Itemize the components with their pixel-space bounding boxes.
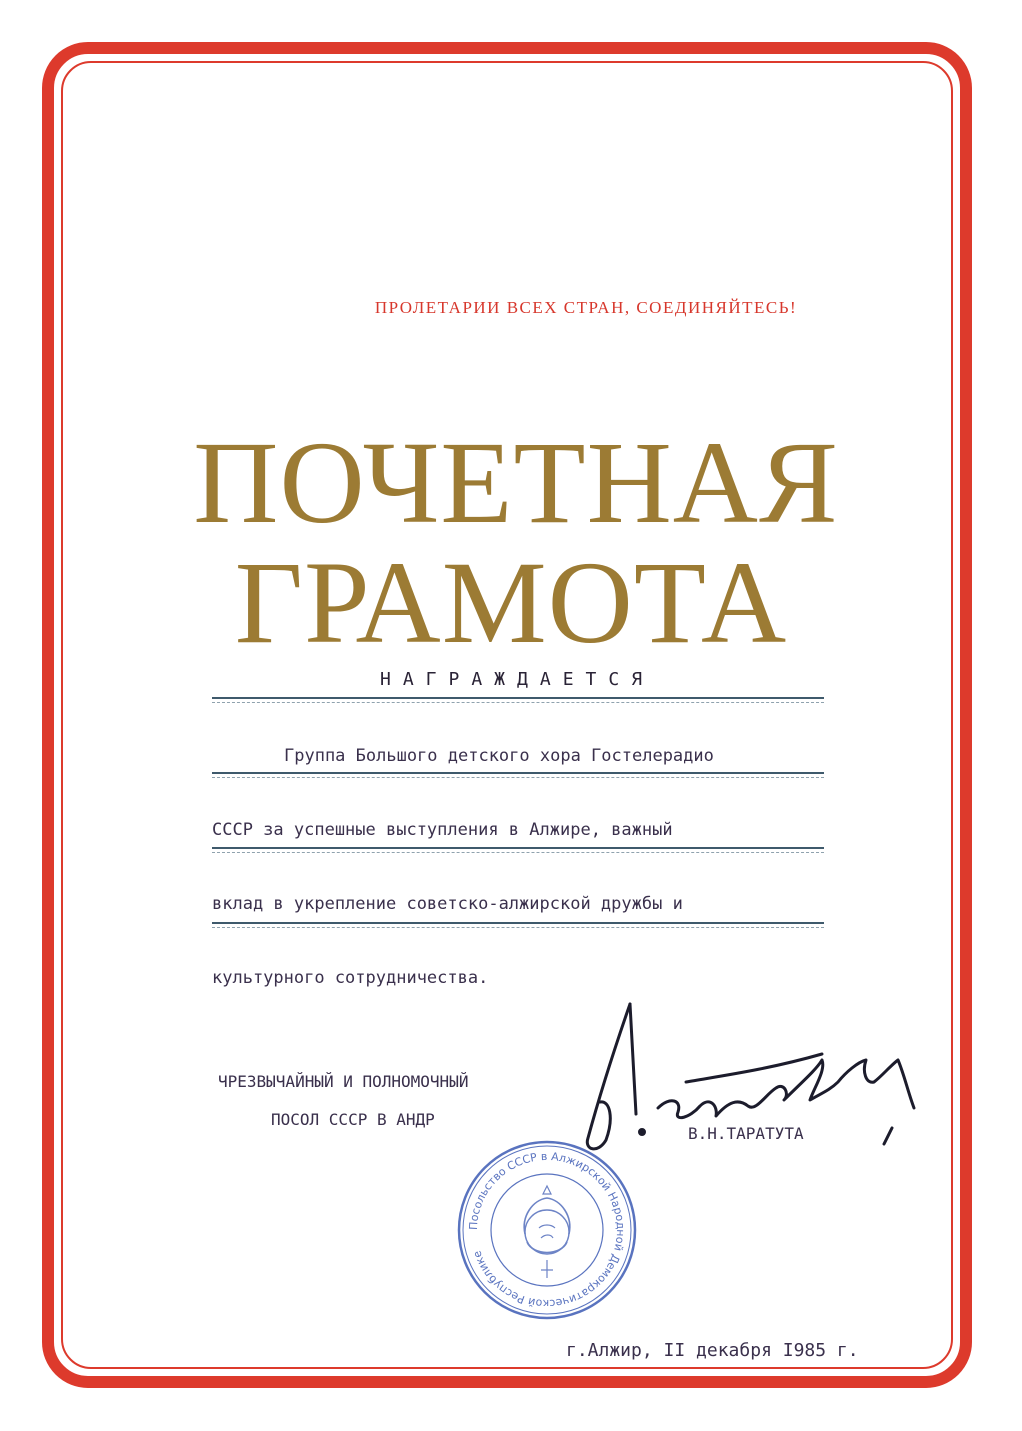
body-line: СССР за успешные выступления в Алжире, важный (212, 820, 673, 840)
body-line: вклад в укрепление советско-алжирской дружбы и (212, 894, 683, 914)
signature-icon (570, 990, 930, 1160)
rule-line (212, 847, 824, 849)
ambassador-name: В.Н.ТАРАТУТА (688, 1124, 804, 1143)
body-line: Группа Большого детского хора Гостелерадио (284, 746, 714, 766)
body-line: культурного сотрудничества. (212, 968, 489, 988)
rule-line (212, 922, 824, 924)
official-stamp-icon (455, 1138, 639, 1322)
certificate-title-line1: ПОЧЕТНАЯ (193, 417, 839, 548)
slogan: ПРОЛЕТАРИИ ВСЕХ СТРАН, СОЕДИНЯЙТЕСЬ! (374, 298, 798, 317)
ambassador-title-line2: ПОСОЛ СССР В АНДР (271, 1110, 435, 1129)
rule-line (212, 772, 824, 774)
awarded-label: НАГРАЖДАЕТСЯ (380, 669, 655, 690)
rule-line (212, 697, 824, 699)
stamp-text: Посольство СССР в Алжирской Народной Демократической Республике (466, 1149, 628, 1311)
place-and-date: г.Алжир, II декабря I985 г. (566, 1340, 859, 1361)
state-emblem-icon (524, 1186, 570, 1278)
certificate-title-line2: ГРАМОТА (234, 537, 788, 668)
ambassador-title-line1: ЧРЕЗВЫЧАЙНЫЙ И ПОЛНОМОЧНЫЙ (218, 1072, 469, 1091)
